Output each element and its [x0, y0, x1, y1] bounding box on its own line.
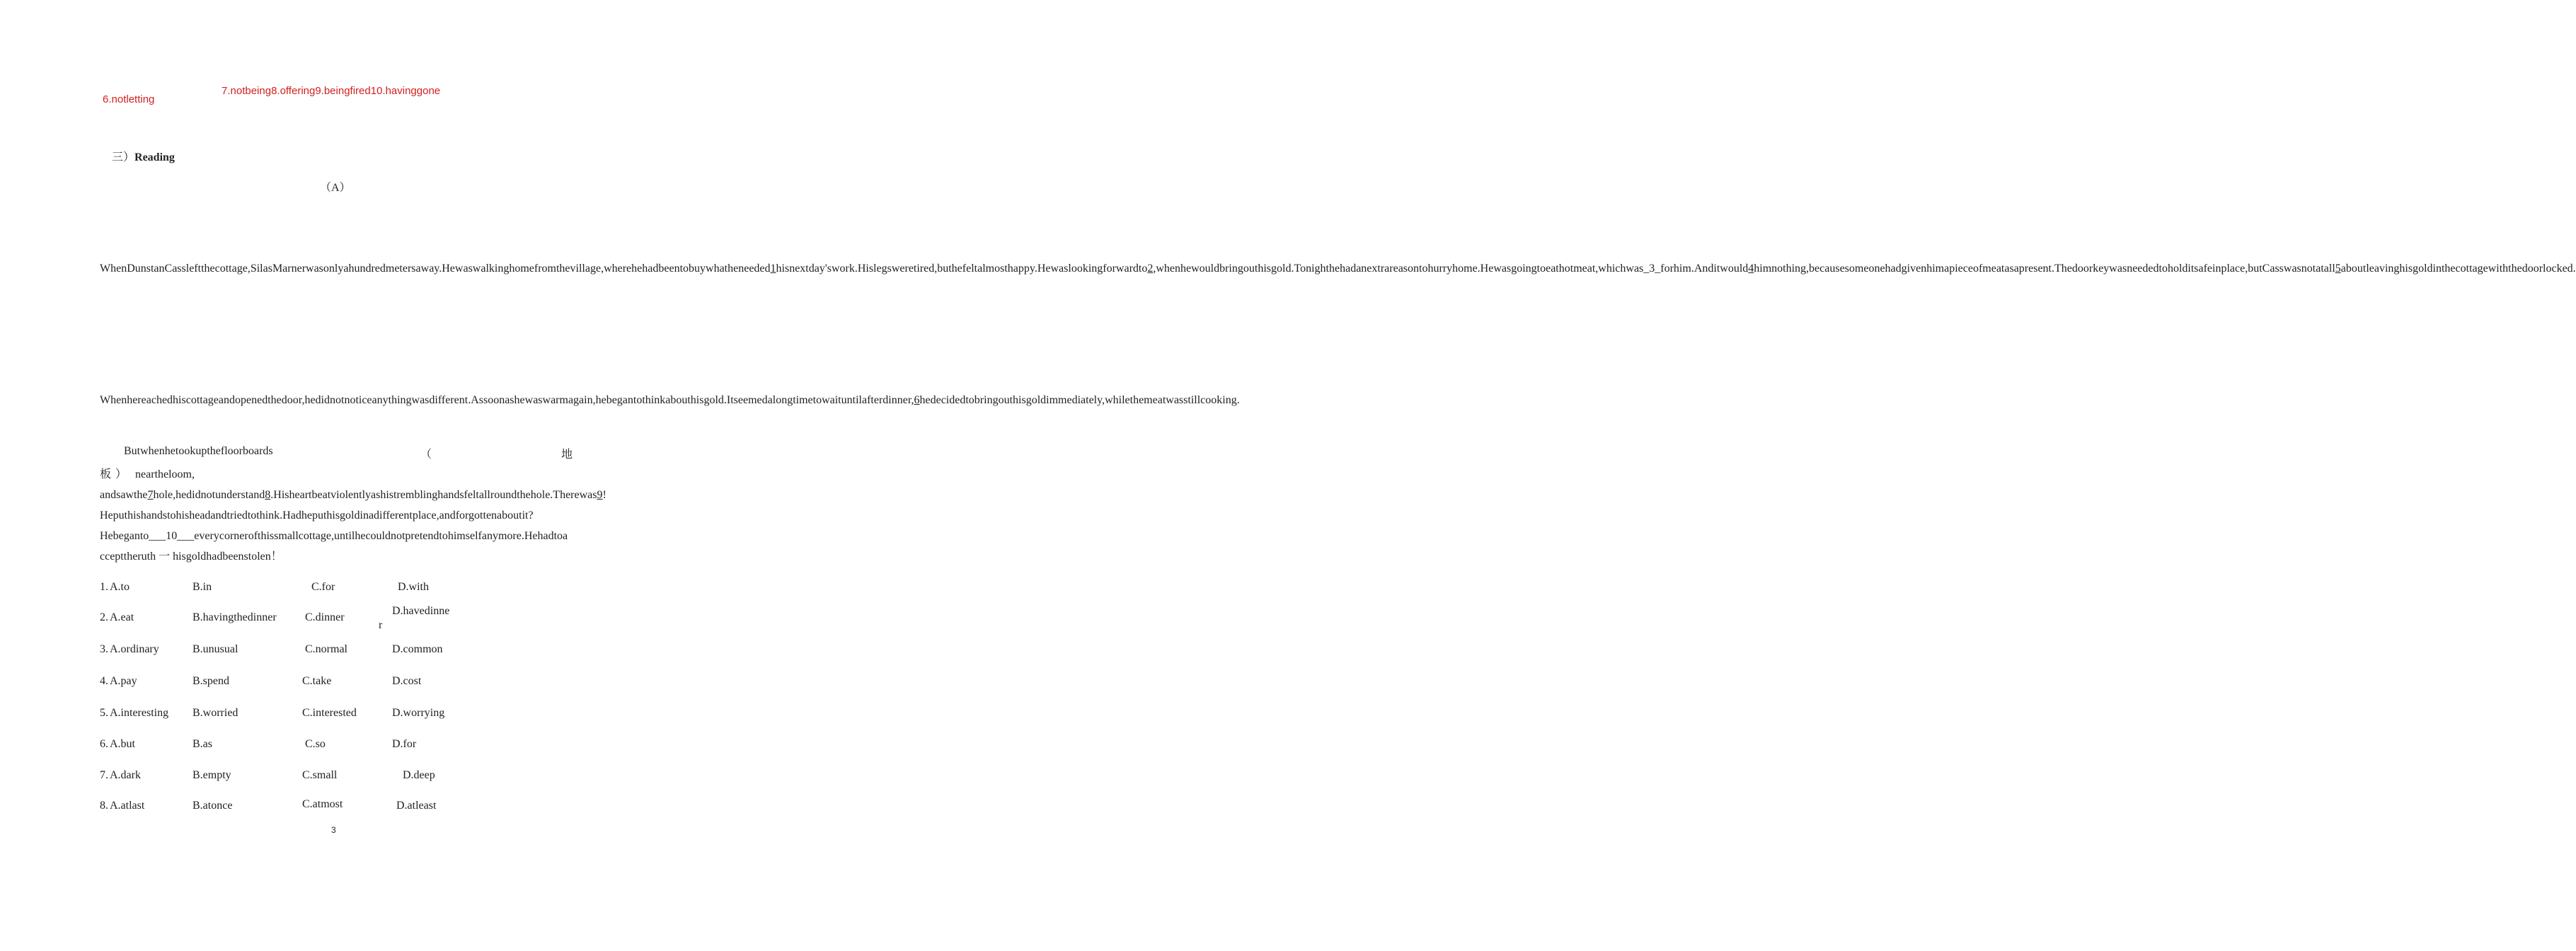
option-d: D.for — [392, 738, 417, 750]
answer-item-6: 6.notletting — [103, 93, 155, 105]
passage-paragraph-2: Whenhereachedhiscottageandopenedthedoor,hedidnotnoticeanythingwasdifferent.Assoonashewaswarmagain,hebegantothinkabouthisgold.Itseemedalongtimetowaituntilafterdinner,6hedecidedtobringouthisgoldimmediately,whilethemeatwasstillcooking. — [100, 393, 1240, 406]
option-d: D.atleast — [396, 800, 437, 812]
blank-8: 8 — [265, 489, 271, 501]
question-number: 5. — [100, 707, 108, 719]
option-c: C.normal — [305, 643, 347, 655]
question-number: 6. — [100, 738, 108, 750]
question-number: 3. — [100, 643, 108, 655]
question-number: 1. — [100, 581, 108, 593]
option-d: D.havedinne — [392, 605, 450, 617]
section-prefix: 三） — [112, 151, 135, 163]
option-d: D.cost — [392, 675, 422, 687]
passage-paragraph-1: WhenDunstanCassleftthecottage,SilasMarnerwasonlyahundredmetersaway.Hewaswalkinghomefromthevillage,wherehehadbeentobuywhatheneeded1hisnextday'swork.Hislegsweretired,buthefeltalmosthappy.Hewaslookingforwardto2,whenhewouldbringouthisgold.Tonighthehadanextrareasontohurryhome.Hewasgoingtoeathotmeat,whichwas_3_forhim.Anditwould4himnothing,becausesomeonehadgivenhimapieceofmeatasapresent.Thedoorkeywasneededtoholditsafeinplace,butCasswasnotatall5aboutleavinghisgoldinthecottagewiththedoorlocked. — [100, 262, 2576, 275]
blank-1: 1 — [770, 262, 776, 275]
option-c: C.small — [302, 769, 338, 781]
option-c: C.interested — [302, 707, 357, 719]
option-b: B.atonce — [192, 800, 233, 812]
option-b: B.spend — [192, 675, 229, 687]
option-b: B.unusual — [192, 643, 238, 655]
option-a: A.interesting — [110, 707, 169, 719]
option-d: D.deep — [403, 769, 435, 781]
section-heading — [112, 148, 175, 164]
blank-2: 2 — [1147, 262, 1154, 275]
option-c: C.take — [302, 675, 332, 687]
option-c: C.so — [305, 738, 326, 750]
question-number: 7. — [100, 769, 108, 781]
answer-items-7-10: 7.notbeing8.offering9.beingfired10.havinggone — [222, 85, 441, 97]
option-d: D.worrying — [392, 707, 445, 719]
option-b: B.havingthedinner — [192, 611, 277, 623]
option-a: A.ordinary — [110, 643, 159, 655]
option-d-wrap: r — [379, 619, 383, 631]
question-number: 8. — [100, 800, 108, 812]
option-c: C.dinner — [305, 611, 345, 623]
option-b: B.in — [192, 581, 212, 593]
option-b: B.empty — [192, 769, 231, 781]
option-a: A.eat — [110, 611, 134, 623]
blank-6: 6 — [914, 393, 920, 406]
question-number: 4. — [100, 675, 108, 687]
option-a: A.but — [110, 738, 135, 750]
blank-7: 7 — [147, 489, 154, 501]
option-d: D.common — [392, 643, 443, 655]
option-b: B.as — [192, 738, 212, 750]
option-a: A.dark — [110, 769, 141, 781]
option-c: C.atmost — [302, 798, 343, 810]
option-c: C.for — [311, 581, 335, 593]
passage-label: （A） — [320, 182, 351, 194]
option-a: A.atlast — [110, 800, 145, 812]
option-a: A.to — [110, 581, 130, 593]
blank-9: 9 — [597, 489, 603, 501]
section-title: Reading — [134, 151, 175, 163]
option-a: A.pay — [110, 675, 137, 687]
option-b: B.worried — [192, 707, 238, 719]
passage-paragraph-3: Butwhenhetookupthefloorboards （ 地 板 ） neartheloom, andsawthe7hole,hedidnotunderstand8.Hisheartbeatviolentlyashistremblinghandsfeltallroundthehole.Therewas9! Heputhishandstohisheadandtriedtothink.Hadheputhisgoldinadifferentplace,andforgottenaboutit? Hebeganto___10___everycornerofthissmallcottage,untilhecouldnotpretendtohimselfanymore.Hehadtoaccepttheruth 一 hisgoldhadbeenstolen！ — [100, 445, 606, 563]
question-number: 2. — [100, 611, 108, 623]
blank-4: 4 — [1748, 262, 1754, 275]
page-number: 3 — [331, 825, 336, 835]
option-d: D.with — [398, 581, 429, 593]
blank-5: 5 — [2335, 262, 2341, 275]
